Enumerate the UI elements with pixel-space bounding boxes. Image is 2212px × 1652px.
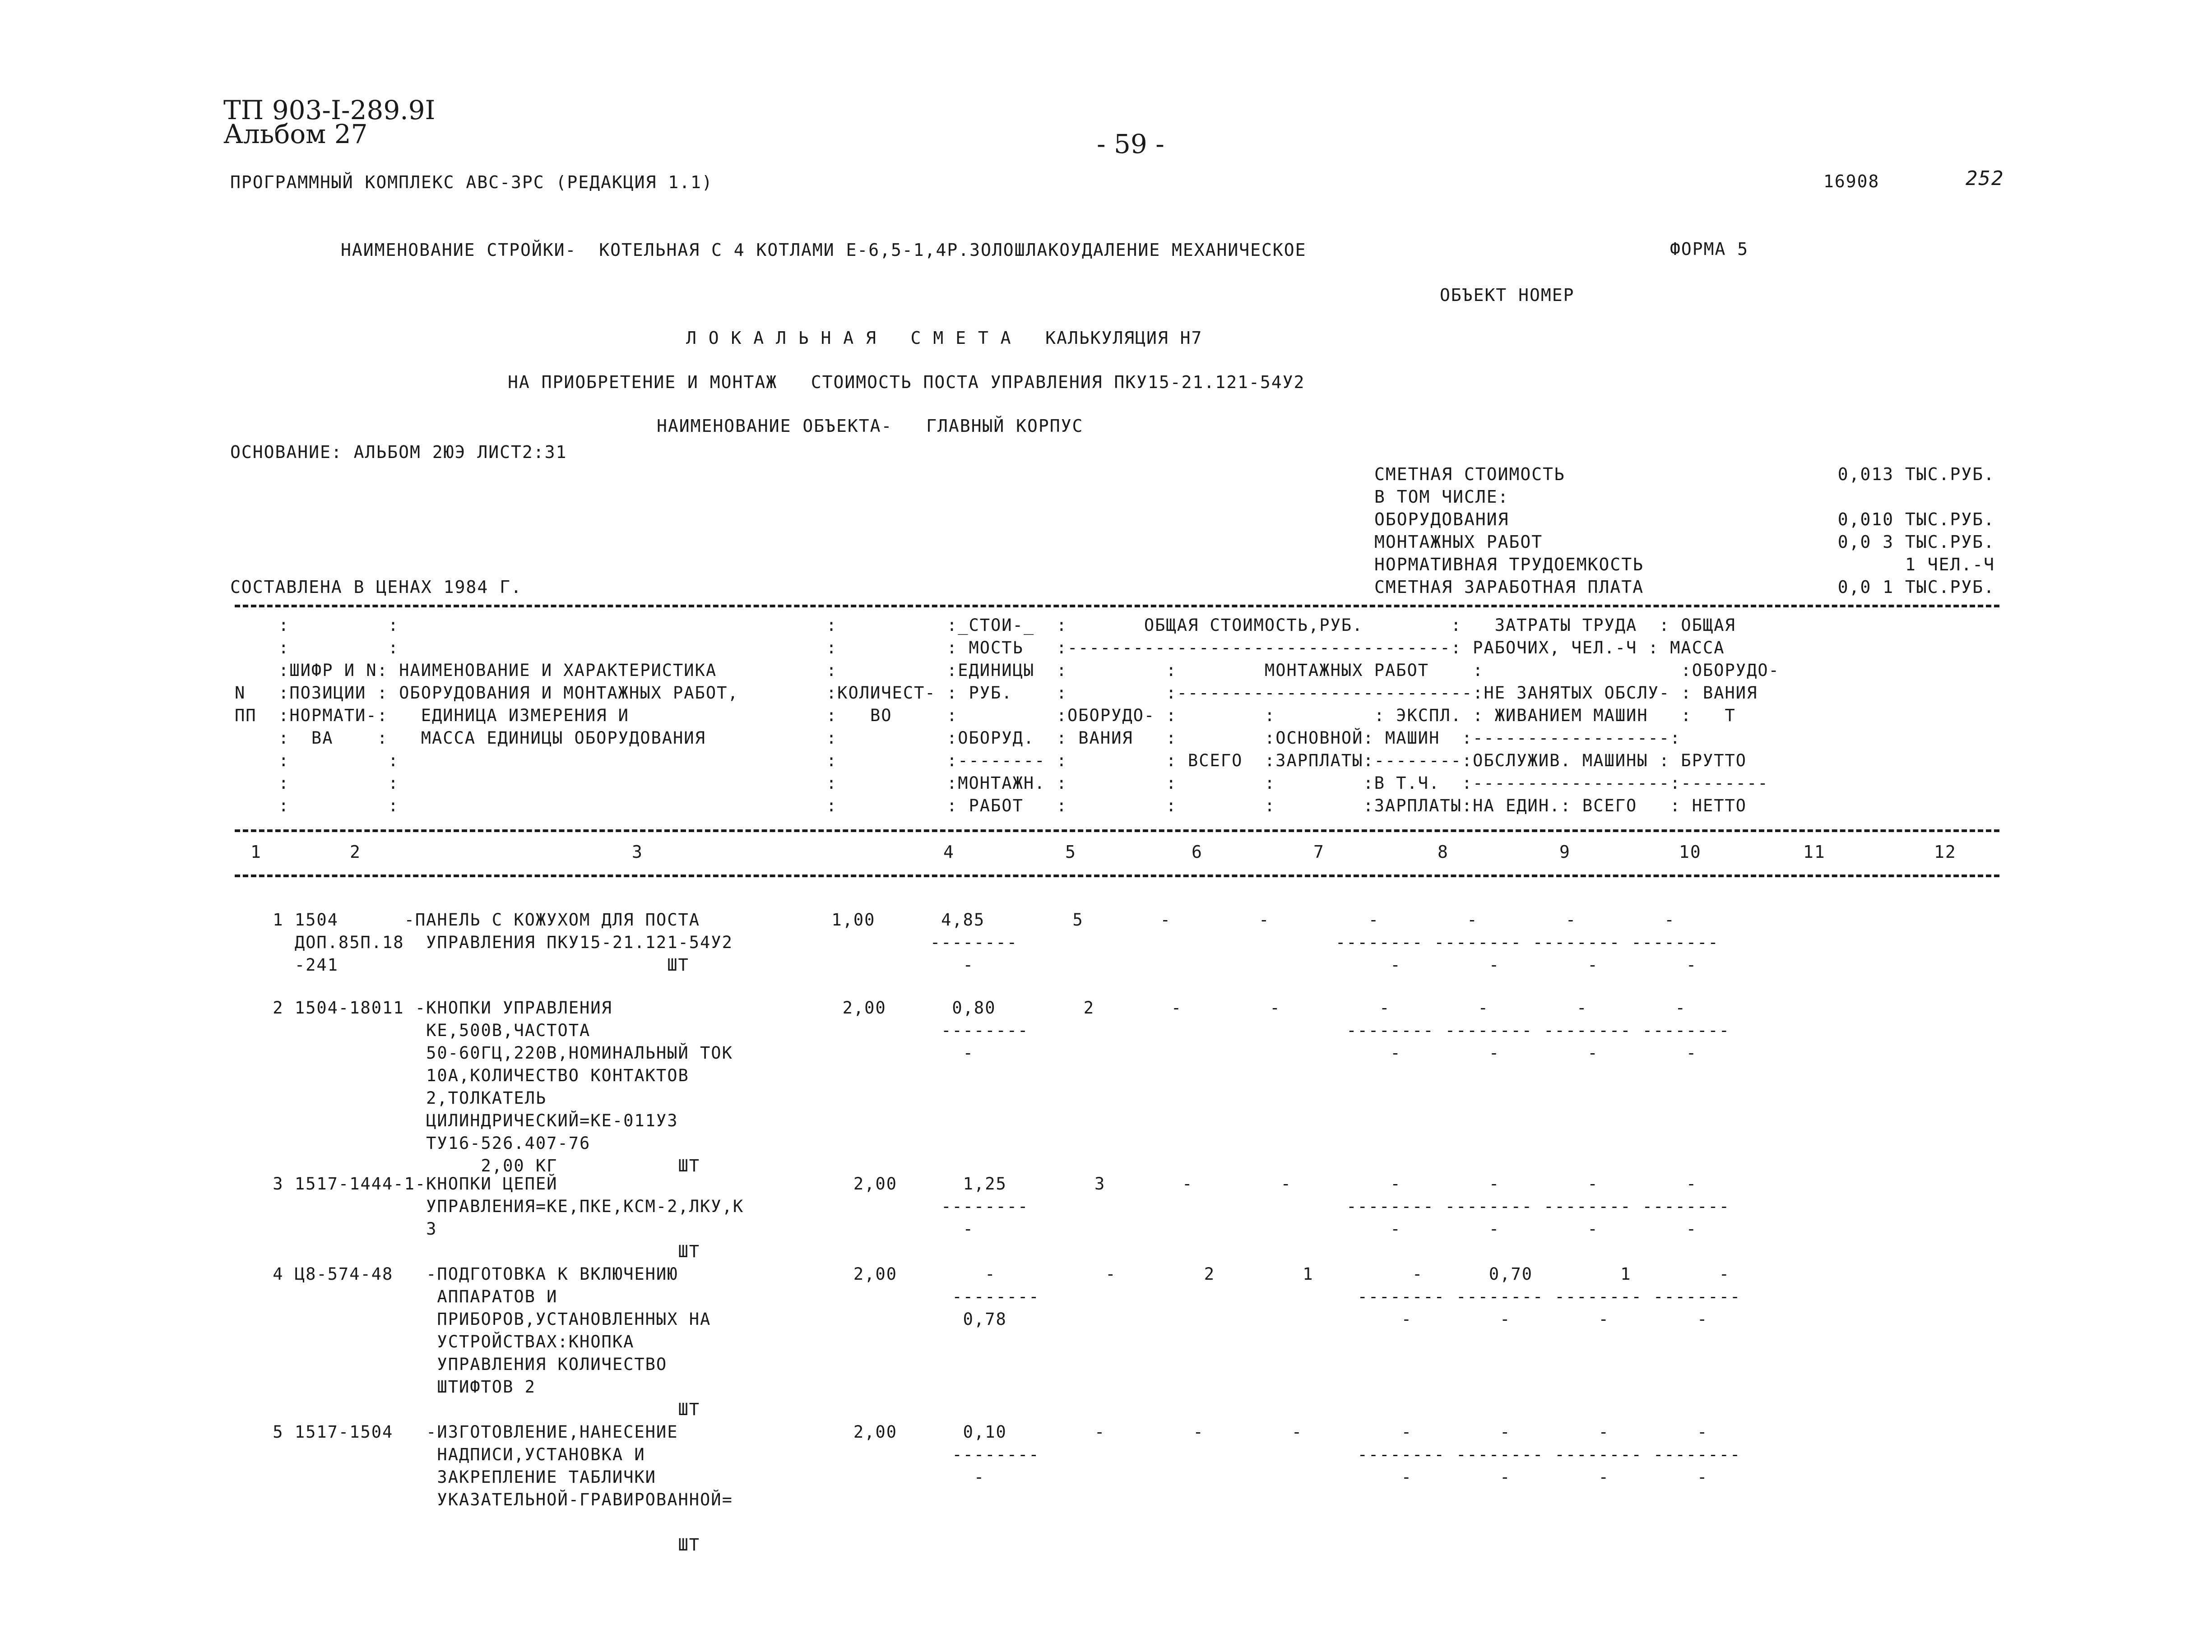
column-number: 11	[1803, 842, 1826, 862]
object-name: НАИМЕНОВАНИЕ ОБЪЕКТА- ГЛАВНЫЙ КОРПУС	[657, 416, 1084, 436]
estimate-title: Л О К А Л Ь Н А Я С М Е Т А КАЛЬКУЛЯЦИЯ Н7	[686, 328, 1203, 348]
column-number: 9	[1559, 842, 1571, 862]
prices-line: СОСТАВЛЕНА В ЦЕНАХ 1984 Г.	[230, 577, 522, 597]
table-row-line: УПРАВЛЕНИЯ=КЕ,ПКЕ,КСМ-2,ЛКУ,К -------- -------- -------- -------- --------	[262, 1197, 1730, 1216]
table-row-line: КЕ,500В,ЧАСТОТА -------- -------- -------- -------- --------	[262, 1021, 1730, 1040]
table-row-line: ПРИБОРОВ,УСТАНОВЛЕННЫХ НА 0,78 - - - -	[262, 1310, 1708, 1329]
sheet-number: 252	[1966, 167, 2004, 190]
table-top-rule	[235, 605, 1999, 607]
table-row-line: ЗАКРЕПЛЕНИЕ ТАБЛИЧКИ - - - - -	[262, 1467, 1708, 1487]
summary-label: НОРМАТИВНАЯ ТРУДОЕМКОСТЬ	[1374, 555, 1644, 574]
table-row-line: ЦИЛИНДРИЧЕСКИЙ=КЕ-011У3	[262, 1111, 678, 1130]
form-label: ФОРМА 5	[1670, 239, 1749, 259]
construction-line: НАИМЕНОВАНИЕ СТРОЙКИ- КОТЕЛЬНАЯ С 4 КОТЛАМИ Е-6,5-1,4Р.ЗОЛОШЛАКОУДАЛЕНИЕ МЕХАНИЧЕСКОЕ	[341, 240, 1307, 260]
column-number: 4	[943, 842, 955, 862]
header-line: : : : : МОСТЬ :-----------------------------------: РАБОЧИХ, ЧЕЛ.-Ч : МАССА	[235, 638, 1725, 657]
summary-label: В ТОМ ЧИСЛЕ:	[1374, 487, 1509, 507]
summary-value: 0,010 ТЫС.РУБ.	[1837, 509, 1995, 529]
table-row-line: 10А,КОЛИЧЕСТВО КОНТАКТОВ	[262, 1066, 689, 1085]
summary-value: 0,0 1 ТЫС.РУБ.	[1837, 577, 1995, 597]
column-number: 6	[1192, 842, 1203, 862]
project-code: ТП 903-I-289.9I	[223, 95, 436, 125]
summary-label: МОНТАЖНЫХ РАБОТ	[1374, 532, 1543, 552]
table-row-line: 5 1517-1504 -ИЗГОТОВЛЕНИЕ,НАНЕСЕНИЕ 2,00 0,10 - - - - - - -	[262, 1422, 1708, 1442]
summary-value: 0,013 ТЫС.РУБ.	[1837, 464, 1995, 484]
header-line: : : : :-------- : : ВСЕГО :ЗАРПЛАТЫ:--------:ОБСЛУЖИВ. МАШИНЫ : БРУТТО	[235, 751, 1747, 770]
album-label: Альбом 27	[223, 119, 368, 149]
header-line: : ВА : МАССА ЕДИНИЦЫ ОБОРУДОВАНИЯ : :ОБОРУД. : ВАНИЯ : :ОСНОВНОЙ: МАШИН :------------------:	[235, 728, 1681, 748]
header-line: : : : :_СТОИ-_ : ОБЩАЯ СТОИМОСТЬ,РУБ. : ЗАТРАТЫ ТРУДА : ОБЩАЯ	[235, 615, 1736, 635]
table-row-line: 2,00 КГ ШТ	[262, 1156, 700, 1175]
table-row-line: АППАРАТОВ И -------- -------- -------- -------- --------	[262, 1287, 1741, 1306]
table-row-line: 1 1504 -ПАНЕЛЬ С КОЖУХОМ ДЛЯ ПОСТА 1,00 4,85 5 - - - - - -	[262, 910, 1675, 930]
table-row-line: 50-60ГЦ,220В,НОМИНАЛЬНЫЙ ТОК - - - - -	[262, 1043, 1697, 1063]
column-number: 3	[632, 842, 643, 862]
table-row-line: ШТ	[262, 1535, 700, 1555]
summary-label: ОБОРУДОВАНИЯ	[1374, 509, 1509, 529]
object-number: ОБЪЕКТ НОМЕР	[1440, 285, 1575, 305]
page-number: - 59 -	[1097, 129, 1164, 159]
table-row-line: ШТИФТОВ 2	[262, 1377, 536, 1397]
summary-label: СМЕТНАЯ ЗАРАБОТНАЯ ПЛАТА	[1374, 577, 1644, 597]
column-number: 1	[250, 842, 262, 862]
summary-value: 0,0 3 ТЫС.РУБ.	[1837, 532, 1995, 552]
column-number: 10	[1679, 842, 1702, 862]
table-row-line: 3 - - - - -	[262, 1219, 1697, 1239]
table-row-line: 3 1517-1444-1-КНОПКИ ЦЕПЕЙ 2,00 1,25 3 - - - - - -	[262, 1174, 1697, 1194]
code-right: 16908	[1823, 171, 1880, 191]
table-row-line: УПРАВЛЕНИЯ КОЛИЧЕСТВО	[262, 1355, 668, 1374]
basis-line: ОСНОВАНИЕ: АЛЬБОМ 2ЮЭ ЛИСТ2:31	[230, 442, 567, 462]
table-row-line: УСТРОЙСТВАХ:КНОПКА	[262, 1332, 635, 1351]
table-row-line: 4 Ц8-574-48 -ПОДГОТОВКА К ВКЛЮЧЕНИЮ 2,00 - - 2 1 - 0,70 1 -	[262, 1264, 1730, 1284]
program-line: ПРОГРАММНЫЙ КОМПЛЕКС АВС-ЗРС (РЕДАКЦИЯ 1.1)	[230, 172, 713, 192]
table-row-line: -241 ШТ - - - - -	[262, 955, 1697, 975]
summary-value: 1 ЧЕЛ.-Ч	[1905, 555, 1995, 574]
estimate-subtitle: НА ПРИОБРЕТЕНИЕ И МОНТАЖ СТОИМОСТЬ ПОСТА УПРАВЛЕНИЯ ПКУ15-21.121-54У2	[508, 372, 1305, 392]
table-row-line: ШТ	[262, 1242, 700, 1261]
table-row-line: 2,ТОЛКАТЕЛЬ	[262, 1088, 547, 1108]
column-number: 2	[350, 842, 361, 862]
column-number: 7	[1313, 842, 1325, 862]
header-line: ПП :НОРМАТИ-: ЕДИНИЦА ИЗМЕРЕНИЯ И : ВО : :ОБОРУДО- : : : ЭКСПЛ. : ЖИВАНИЕМ МАШИН : Т	[235, 706, 1736, 725]
header-line: :ШИФР И N: НАИМЕНОВАНИЕ И ХАРАКТЕРИСТИКА : :ЕДИНИЦЫ : : МОНТАЖНЫХ РАБОТ : :ОБОРУДО-	[235, 661, 1780, 680]
table-row-line: ДОП.85П.18 УПРАВЛЕНИЯ ПКУ15-21.121-54У2 -------- -------- -------- -------- --------	[262, 933, 1719, 952]
table-row-line: ТУ16-526.407-76	[262, 1134, 591, 1153]
summary-label: СМЕТНАЯ СТОИМОСТЬ	[1374, 464, 1565, 484]
column-number: 12	[1934, 842, 1957, 862]
table-row-line: УКАЗАТЕЛЬНОЙ-ГРАВИРОВАННОЙ=	[262, 1490, 733, 1509]
table-row-line: НАДПИСИ,УСТАНОВКА И -------- -------- -------- -------- --------	[262, 1445, 1741, 1464]
column-number: 8	[1438, 842, 1449, 862]
table-row-line: 2 1504-18011 -КНОПКИ УПРАВЛЕНИЯ 2,00 0,80 2 - - - - - -	[262, 998, 1686, 1018]
column-number: 5	[1065, 842, 1076, 862]
colnum-bottom-rule	[235, 875, 1999, 877]
header-line: N :ПОЗИЦИИ : ОБОРУДОВАНИЯ И МОНТАЖНЫХ РАБОТ, :КОЛИЧЕСТ- : РУБ. : :---------------------------:НЕ ЗАНЯТЫХ ОБСЛУ- : ВАНИЯ	[235, 683, 1758, 703]
table-row-line: ШТ	[262, 1400, 700, 1419]
header-line: : : : : РАБОТ : : : :ЗАРПЛАТЫ:НА ЕДИН.: ВСЕГО : НЕТТО	[235, 796, 1747, 815]
header-bottom-rule	[235, 829, 1999, 832]
header-line: : : : :МОНТАЖН. : : : :В Т.Ч. :------------------:--------	[235, 773, 1769, 793]
